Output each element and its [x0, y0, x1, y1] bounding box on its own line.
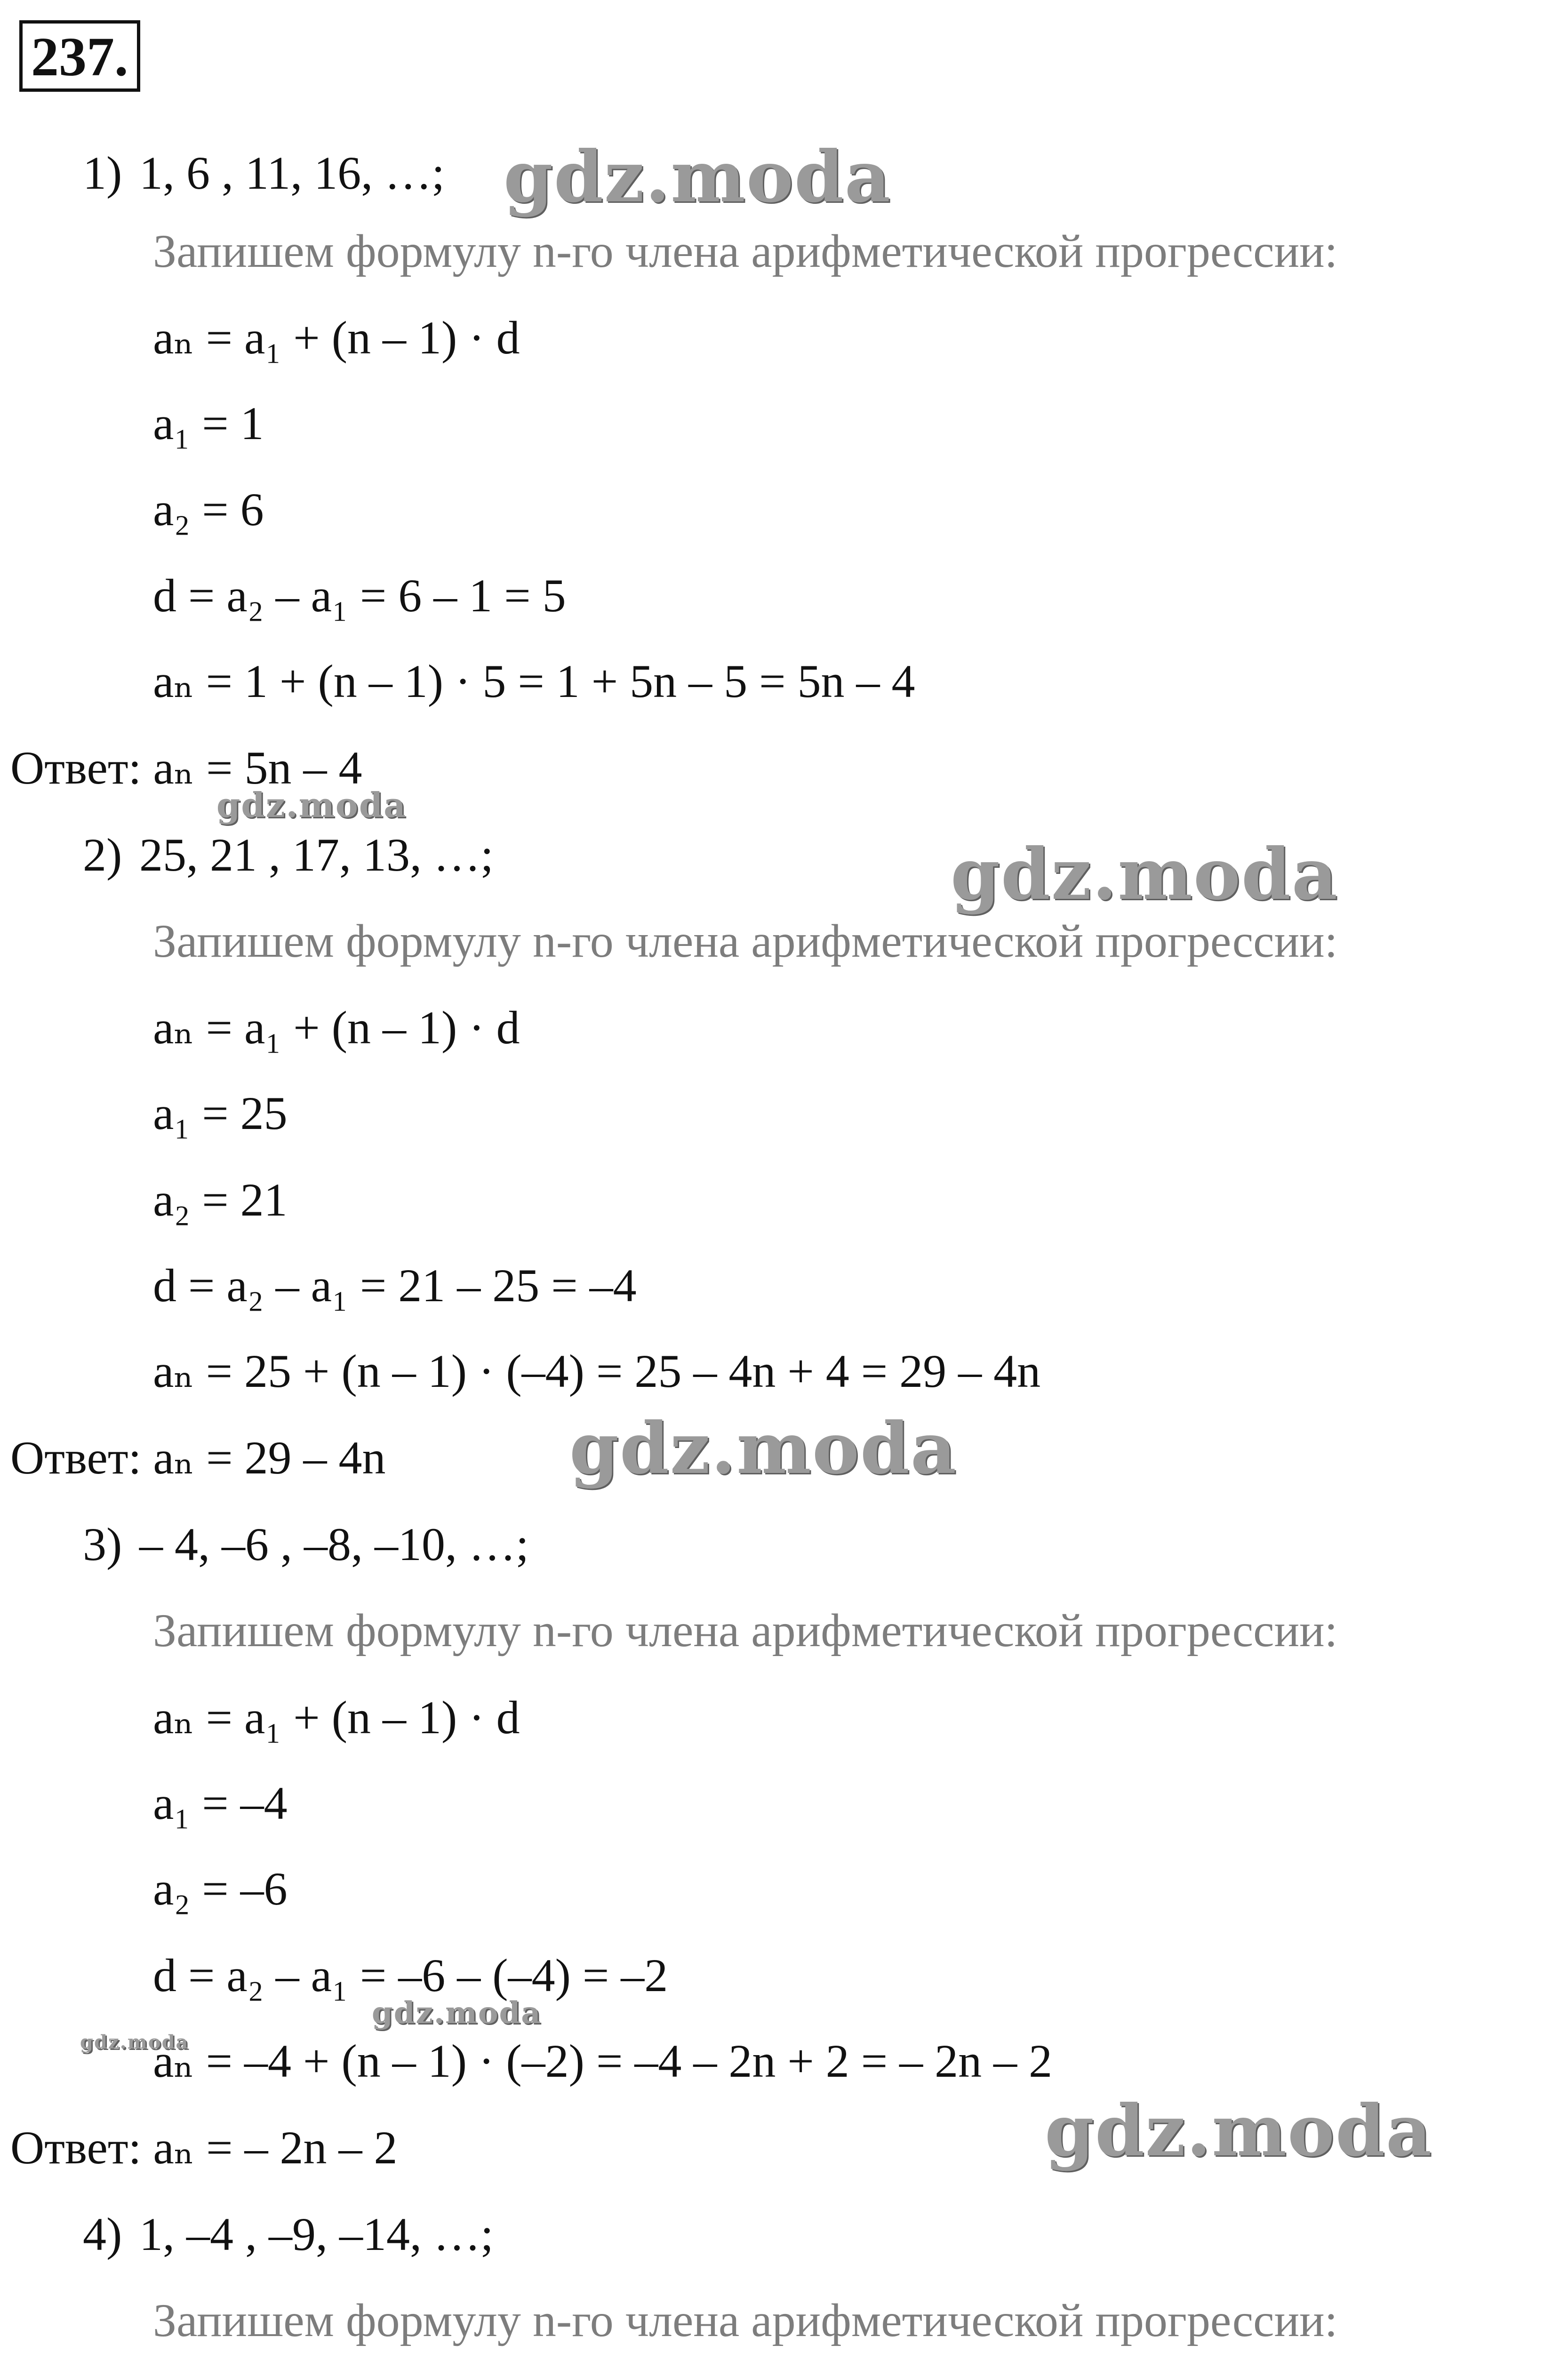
part-1-intro: Запишем формулу n-го члена арифметической прогрессии: [153, 225, 1338, 277]
part-3-header [83, 1518, 529, 1570]
part-2-a1: a₁ = 25 [153, 1087, 288, 1139]
part-4-sequence: 1, –4 , –9, –14, …; [139, 2208, 494, 2260]
task-number-box: 237. [19, 20, 140, 92]
watermark: gdz.moda [569, 1407, 958, 1490]
watermark: gdz.moda [951, 833, 1339, 916]
part-3-answer-label: Ответ: [10, 2121, 142, 2174]
part-3-an: aₙ = –4 + (n – 1) · (–2) = –4 – 2n + 2 = – 2n – 2 [153, 2035, 1053, 2087]
watermark: gdz.moda [80, 2031, 189, 2053]
part-2-an: aₙ = 25 + (n – 1) · (–4) = 25 – 4n + 4 = 29 – 4n [153, 1345, 1041, 1397]
part-4-header [83, 2208, 494, 2260]
part-2-intro: Запишем формулу n-го члена арифметической прогрессии: [153, 915, 1338, 967]
part-2-number: 2) [83, 829, 122, 881]
task-number-value: 237 [31, 26, 114, 88]
part-1-answer: aₙ = 5n – 4 [153, 742, 362, 794]
part-1-a2: a₂ = 6 [153, 483, 264, 536]
part-4-number: 4) [83, 2208, 122, 2260]
part-2-d: d = a₂ – a₁ = 21 – 25 = –4 [153, 1259, 637, 1312]
part-1-an: aₙ = 1 + (n – 1) · 5 = 1 + 5n – 5 = 5n – 4 [153, 655, 915, 707]
part-1-d: d = a₂ – a₁ = 6 – 1 = 5 [153, 569, 566, 622]
part-2-header [83, 829, 494, 881]
part-3-sequence: – 4, –6 , –8, –10, …; [139, 1518, 529, 1570]
part-1-a1: a₁ = 1 [153, 397, 264, 449]
part-1-answer-line [10, 744, 362, 792]
part-2-sequence: 25, 21 , 17, 13, …; [139, 829, 494, 881]
part-3-number: 3) [83, 1518, 122, 1570]
part-3-a2: a₂ = –6 [153, 1863, 288, 1915]
part-1-header [83, 147, 445, 199]
watermark: gdz.moda [504, 136, 892, 218]
part-1-answer-label: Ответ: [10, 742, 142, 794]
part-2-answer-label: Ответ: [10, 1432, 142, 1484]
task-number [19, 20, 140, 92]
part-2-answer: aₙ = 29 – 4n [153, 1432, 386, 1484]
part-3-answer: aₙ = – 2n – 2 [153, 2121, 398, 2174]
part-3-intro: Запишем формулу n-го члена арифметической прогрессии: [153, 1604, 1338, 1657]
part-2-a2: a₂ = 21 [153, 1174, 288, 1226]
part-1-number: 1) [83, 147, 122, 199]
part-2-answer-line [10, 1432, 386, 1484]
part-1-formula: aₙ = a₁ + (n – 1) · d [153, 312, 520, 364]
part-4-intro: Запишем формулу n-го члена арифметической прогрессии: [153, 2294, 1338, 2346]
part-3-a1: a₁ = –4 [153, 1777, 288, 1829]
part-3-answer-line [10, 2121, 398, 2174]
watermark: gdz.moda [216, 785, 407, 825]
watermark: gdz.moda [372, 1995, 542, 2031]
watermark: gdz.moda [1045, 2089, 1433, 2172]
part-3-formula: aₙ = a₁ + (n – 1) · d [153, 1691, 520, 1744]
part-3-d: d = a₂ – a₁ = –6 – (–4) = –2 [153, 1949, 668, 2001]
part-2-formula: aₙ = a₁ + (n – 1) · d [153, 1001, 520, 1054]
part-1-sequence: 1, 6 , 11, 16, …; [139, 147, 445, 199]
